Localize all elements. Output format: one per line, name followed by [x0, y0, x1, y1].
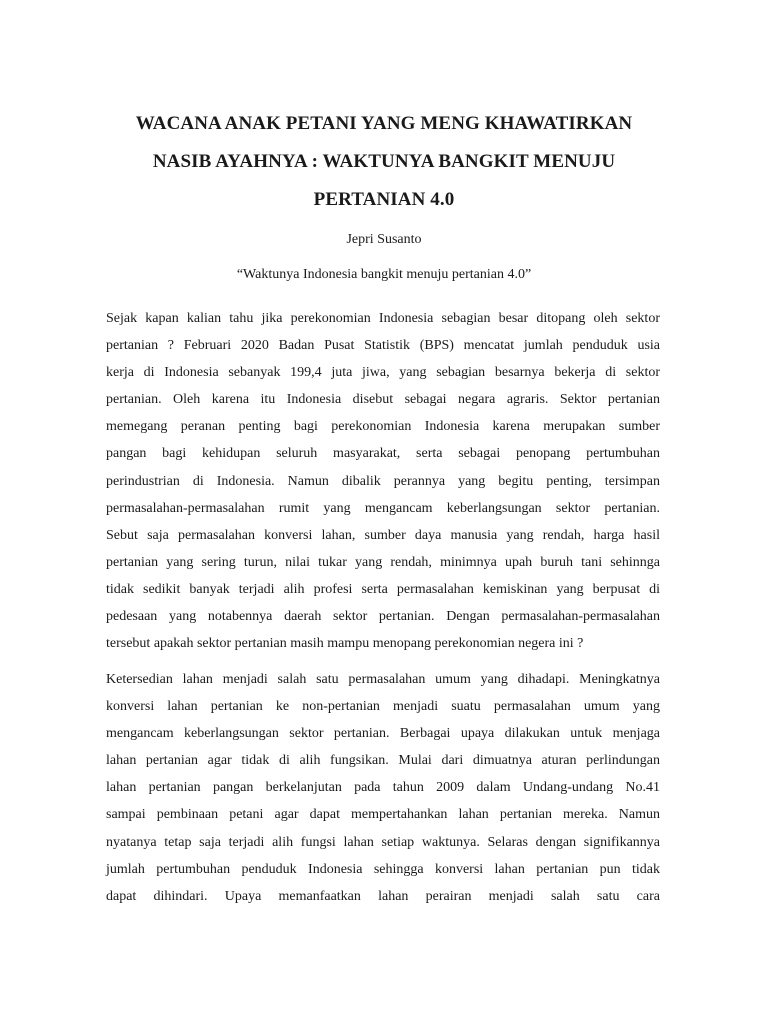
paragraph-line: tersebut apakah sektor pertanian masih mampu menopang perekonomian negera ini ?	[106, 636, 584, 652]
paragraph-line: pedesaan yang notabennya daerah sektor pertanian. Dengan permasalahan-permasalahan	[106, 609, 660, 625]
tagline-quote: “Waktunya Indonesia bangkit menuju pertanian 4.0”	[236, 267, 532, 282]
paragraph-1	[106, 305, 660, 657]
paragraph-line: nyatanya tetap saja terjadi alih fungsi lahan setiap waktunya. Selaras dengan signifikannya	[106, 834, 660, 850]
title-line: PERTANIAN 4.0	[313, 189, 455, 210]
paragraph-line: lahan pertanian agar tidak di alih fungsikan. Mulai dari dimuatnya aturan perlindungan	[106, 753, 660, 769]
paragraph-line: sampai pembinaan petani agar dapat mempertahankan lahan pertanian mereka. Namun	[106, 807, 660, 823]
paragraph-line: konversi lahan pertanian ke non-pertanian menjadi suatu permasalahan umum yang	[106, 699, 660, 715]
paragraph-line: Ketersedian lahan menjadi salah satu permasalahan umum yang dihadapi. Meningkatnya	[106, 672, 660, 687]
paragraph-line: pertanian ? Februari 2020 Badan Pusat Statistik (BPS) mencatat jumlah penduduk usia	[106, 338, 660, 354]
paragraph-line: pertanian yang sering turun, nilai tukar yang rendah, minimnya upah buruh tani sehinnga	[106, 554, 660, 570]
paragraph-line: pangan bagi kehidupan seluruh masyarakat, serta sebagai penopang pertumbuhan	[106, 446, 660, 462]
paragraph-line: mengancam keberlangsungan sektor pertanian. Berbagai upaya dilakukan untuk menjaga	[106, 726, 660, 742]
paragraph-line: Sejak kapan kalian tahu jika perekonomian Indonesia sebagian besar ditopang oleh sektor	[106, 311, 660, 326]
paragraph-line: tidak sedikit banyak terjadi alih profesi serta permasalahan kemiskinan yang berpusat di	[106, 581, 660, 597]
paragraph-line: lahan pertanian pangan berkelanjutan pada tahun 2009 dalam Undang-undang No.41	[106, 780, 660, 796]
paragraph-line: perindustrian di Indonesia. Namun dibalik perannya yang begitu penting, tersimpan	[106, 473, 660, 489]
paragraph-line: pertanian. Oleh karena itu Indonesia disebut sebagai negara agraris. Sektor pertanian	[106, 392, 660, 408]
paragraph-line: permasalahan-permasalahan rumit yang mengancam keberlangsungan sektor pertanian.	[106, 500, 660, 516]
paragraph-line: kerja di Indonesia sebanyak 199,4 juta jiwa, yang sebagian besarnya bekerja di sektor	[106, 365, 660, 381]
paragraph-line: jumlah pertumbuhan penduduk Indonesia sehingga konversi lahan pertanian pun tidak	[106, 861, 660, 877]
paragraph-line: memegang peranan penting bagi perekonomian Indonesia karena merupakan sumber	[106, 419, 660, 435]
document-title	[60, 105, 708, 219]
author-name: Jepri Susanto	[346, 232, 422, 247]
paragraph-line: dapat dihindari. Upaya memanfaatkan lahan perairan menjadi salah satu cara	[106, 888, 660, 904]
title-line: NASIB AYAHNYA : WAKTUNYA BANGKIT MENUJU	[152, 151, 616, 172]
paragraph-line: Sebut saja permasalahan konversi lahan, sumber daya manusia yang rendah, harga hasil	[106, 527, 660, 543]
title-line: WACANA ANAK PETANI YANG MENG KHAWATIRKAN	[135, 113, 633, 134]
paragraph-2	[106, 666, 660, 910]
